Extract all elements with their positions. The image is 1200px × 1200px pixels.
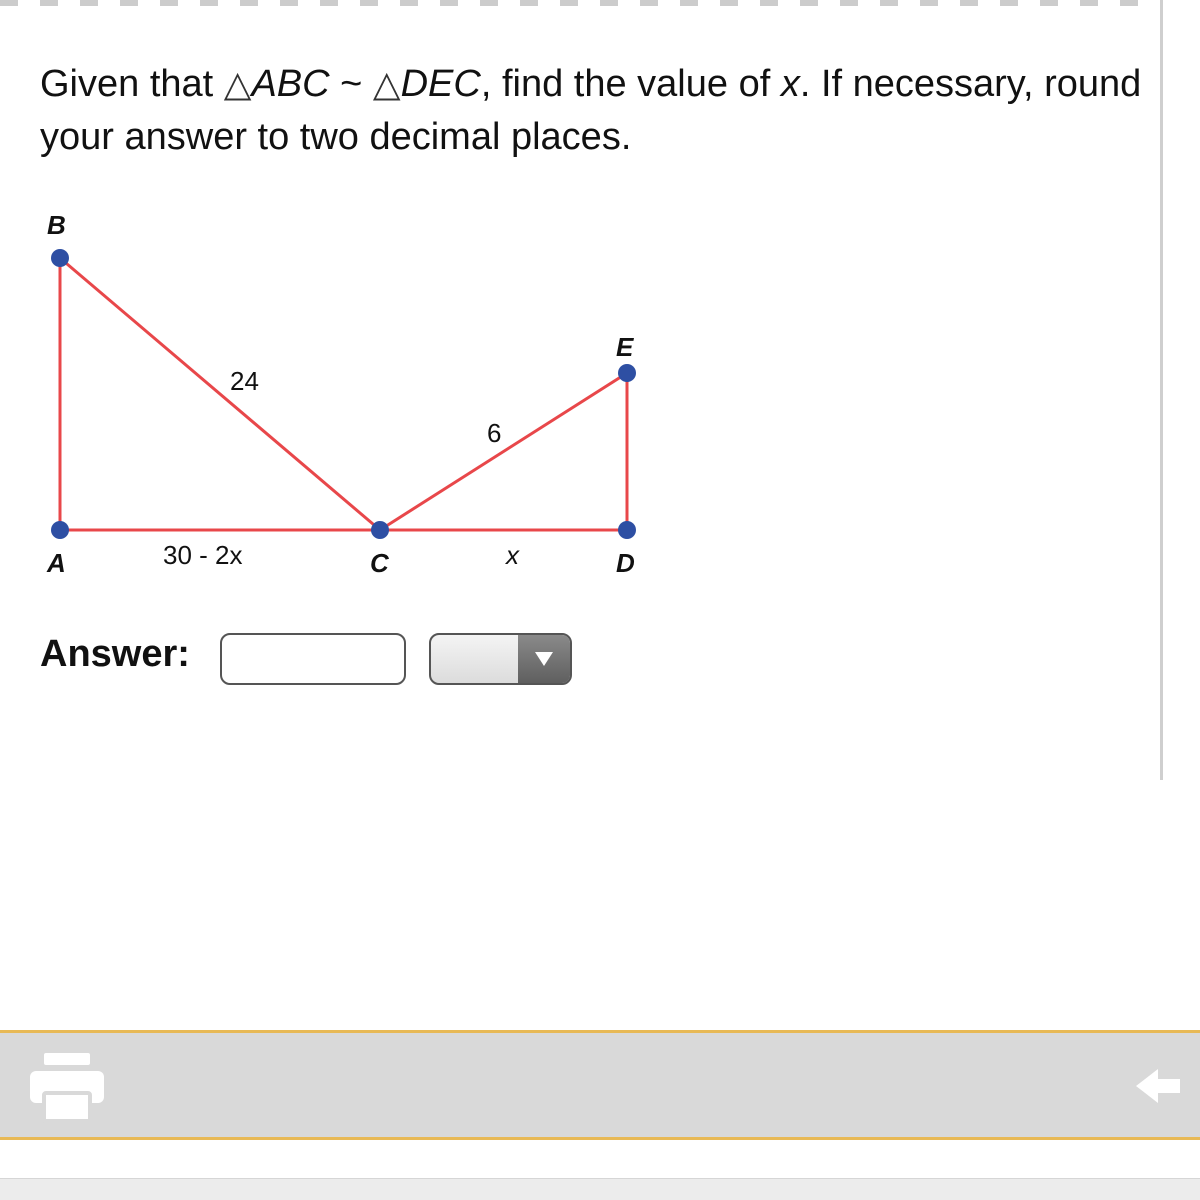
print-icon[interactable] [30,1053,104,1125]
unit-dropdown[interactable] [429,633,572,685]
question-variable: x [780,63,800,105]
label-cd: x [506,540,519,570]
label-ac: 30 - 2x [163,540,243,570]
vertex-label-d: D [616,548,635,578]
vertex-label-b: B [47,210,66,240]
question-middle: , find the value of [480,63,781,105]
point-e [618,364,636,382]
triangle-1: ABC [251,63,330,105]
bottom-strip [0,1178,1200,1200]
triangle-2: DEC [400,63,481,105]
vertex-label-c: C [370,548,389,578]
segment-bc [60,258,380,530]
footer-toolbar [0,1030,1200,1140]
back-arrow-icon[interactable] [1136,1063,1182,1109]
similar-symbol: ~ [340,63,363,105]
triangle-symbol-icon: △ [223,64,252,105]
dropdown-arrow-button[interactable] [518,635,570,683]
label-bc: 24 [230,366,259,396]
segment-ce [380,373,627,530]
panel-right-border [1160,0,1163,780]
top-rule [0,0,1160,6]
answer-label: Answer: [40,633,190,675]
chevron-down-icon [535,652,553,666]
question-suffix: . If necessary, round your answer to two decimal places. [40,63,1142,158]
point-c [371,521,389,539]
vertex-label-a: A [47,548,66,578]
answer-input[interactable] [220,633,406,685]
question-prefix: Given that [40,63,224,105]
triangle-symbol-icon: △ [372,64,401,105]
point-a [51,521,69,539]
similar-triangles-figure [0,200,700,600]
vertex-label-e: E [616,332,634,362]
point-b [51,249,69,267]
question-text [40,58,1150,163]
label-ec: 6 [487,418,502,448]
point-d [618,521,636,539]
